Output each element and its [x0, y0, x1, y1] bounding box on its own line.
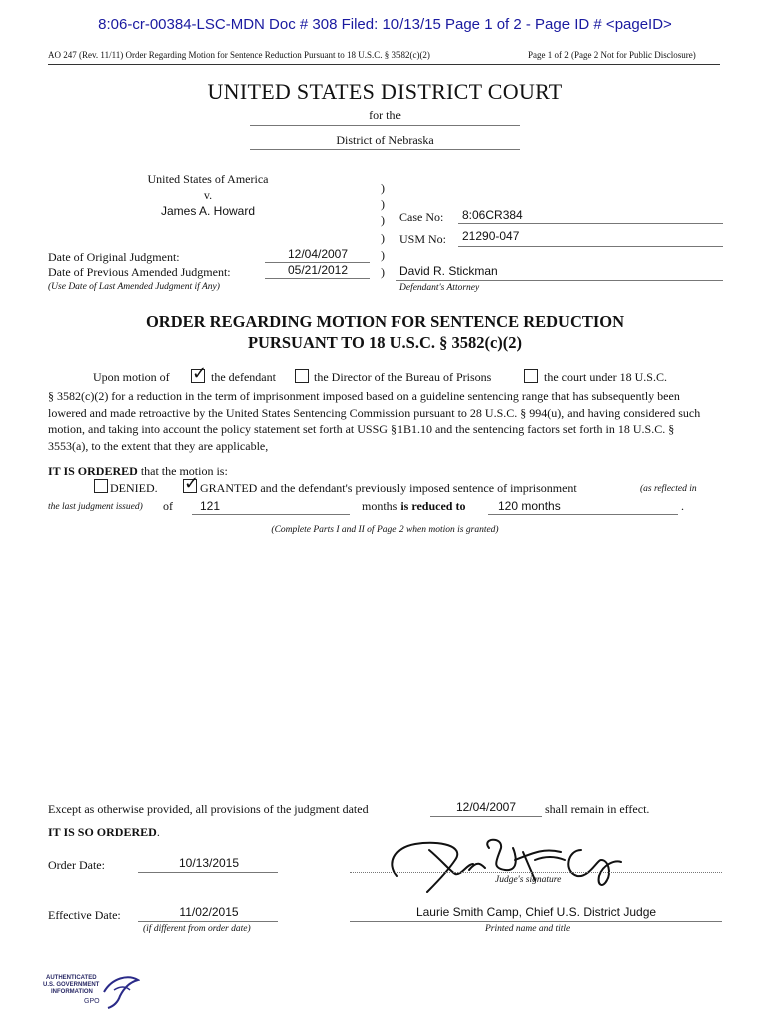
new-months-line [488, 514, 678, 515]
court-district: District of Nebraska [336, 133, 434, 147]
prior-months-line [192, 514, 350, 515]
usm-no-value: 21290-047 [462, 229, 520, 243]
so-ordered-bold: IT IS SO ORDERED [48, 825, 157, 839]
caption-paren-5: ) [381, 248, 385, 262]
it-is-ordered-line [48, 464, 228, 479]
defense-attorney-name: David R. Stickman [399, 264, 498, 278]
seal-line4: GPO [84, 998, 100, 1005]
usm-no-line [458, 246, 723, 247]
original-judgment-date: 12/04/2007 [287, 247, 349, 261]
it-is-ordered-bold: IT IS ORDERED [48, 464, 138, 478]
court-checkbox[interactable] [524, 369, 538, 383]
form-id: AO 247 (Rev. 11/11) Order Regarding Motion for Sentence Reduction Pursuant to 18 U.S.C. § 3582(c)(2) [48, 50, 430, 60]
court-for-the: for the [369, 108, 401, 122]
gpo-seal [40, 972, 140, 1016]
opt-court-label: the court under 18 U.S.C. [544, 370, 667, 384]
new-months-value: 120 months [498, 499, 561, 513]
previous-judgment-date: 05/21/2012 [287, 263, 349, 277]
judgment-dated-value: 12/04/2007 [455, 800, 517, 814]
effective-date-value: 11/02/2015 [179, 905, 239, 919]
effective-date-line [138, 921, 278, 922]
use-date-note: (Use Date of Last Amended Judgment if Any) [48, 282, 220, 292]
caption-paren-4: ) [381, 231, 385, 245]
denied-checkbox[interactable] [94, 479, 108, 493]
seal-line3: INFORMATION [51, 989, 93, 995]
seal-line2: U.S. GOVERNMENT [43, 982, 100, 988]
judge-signature-label: Judge's signature [495, 875, 562, 885]
order-date-line [138, 872, 278, 873]
case-no-line [458, 223, 723, 224]
defendant-checkbox[interactable] [191, 363, 208, 384]
order-heading-line2: PURSUANT TO 18 U.S.C. § 3582(c)(2) [247, 333, 523, 352]
it-is-ordered-rest: that the motion is: [137, 464, 228, 478]
case-no-value: 8:06CR384 [462, 208, 523, 222]
director-checkbox[interactable] [295, 369, 309, 383]
judge-printed-name: Laurie Smith Camp, Chief U.S. District Judge [415, 905, 657, 919]
granted-checkbox[interactable] [183, 473, 200, 494]
check-mark-icon: ✓ [192, 363, 208, 384]
usm-no-label: USM No: [399, 232, 447, 246]
order-date-label: Order Date: [48, 858, 105, 872]
reduced-to-bold: is reduced to [400, 499, 466, 513]
judgment-dated-line [430, 816, 542, 817]
district-rule [250, 125, 520, 126]
judge-signature-line [350, 872, 722, 873]
header-rule [48, 64, 720, 65]
motion-body-text: § 3582(c)(2) for a reduction in the term of imprisonment imposed based on a guideline sentencing range that has subsequently been lowered and made retroactive by the United States Sentencing Commission pursuant to 28 U.S.C. § 994(u), and having considered such motion, and taking into account the policy statement set forth at USSG §1B1.10 and the sentencing factors set forth in 18 U.S.C. § 3553(a), to the extent that they are applicable, [48, 389, 701, 453]
original-judgment-label: Date of Original Judgment: [48, 250, 180, 264]
opt-defendant-label: the defendant [211, 370, 276, 384]
previous-judgment-line [265, 278, 370, 279]
caption-paren-6: ) [381, 265, 385, 279]
months-text: months [362, 499, 401, 513]
if-different-note: (if different from order date) [143, 924, 251, 934]
attorney-line [396, 280, 723, 281]
versus: v. [203, 188, 213, 202]
court-title: UNITED STATES DISTRICT COURT [207, 79, 563, 104]
of-text: of [163, 499, 173, 513]
defendant-name: James A. Howard [160, 204, 256, 218]
order-heading-line1: ORDER REGARDING MOTION FOR SENTENCE REDUCTION [145, 312, 625, 331]
caption-paren-3: ) [381, 213, 385, 227]
so-ordered-line [48, 825, 160, 840]
district-rule-2 [250, 149, 520, 150]
last-judgment-note: the last judgment issued) [48, 502, 143, 512]
order-period: . [681, 499, 684, 513]
printed-name-label: Printed name and title [485, 924, 571, 934]
complete-parts-note: (Complete Parts I and II of Page 2 when motion is granted) [271, 525, 499, 535]
except-text: Except as otherwise provided, all provisions of the judgment dated [48, 802, 369, 816]
case-no-label: Case No: [399, 210, 444, 224]
months-reduced-text [362, 499, 465, 514]
plaintiff-name: United States of America [147, 172, 269, 186]
effective-date-label: Effective Date: [48, 908, 121, 922]
check-mark-icon: ✓ [184, 473, 200, 494]
judge-signature-graphic [385, 830, 625, 900]
upon-motion-text: Upon motion of [93, 370, 170, 384]
seal-line1: AUTHENTICATED [46, 975, 97, 981]
filing-stamp: 8:06-cr-00384-LSC-MDN Doc # 308 Filed: 10/13/15 Page 1 of 2 - Page ID # <pageID> [98, 16, 672, 33]
form-page-note: Page 1 of 2 (Page 2 Not for Public Disclosure) [528, 50, 696, 60]
previous-judgment-label: Date of Previous Amended Judgment: [48, 265, 231, 279]
remain-text: shall remain in effect. [545, 802, 650, 816]
caption-paren-2: ) [381, 197, 385, 211]
so-ordered-period: . [156, 825, 160, 839]
eagle-seal-icon [100, 972, 140, 1012]
reflected-note: (as reflected in [640, 484, 697, 494]
judge-name-line [350, 921, 722, 922]
prior-months-value: 121 [200, 499, 221, 513]
opt-director-label: the Director of the Bureau of Prisons [314, 370, 492, 384]
granted-label: GRANTED and the defendant's previously imposed sentence of imprisonment [200, 481, 577, 495]
order-date-value: 10/13/2015 [178, 856, 240, 870]
denied-label: DENIED. [110, 481, 158, 495]
attorney-label: Defendant's Attorney [399, 283, 480, 293]
caption-paren-1: ) [381, 181, 385, 195]
